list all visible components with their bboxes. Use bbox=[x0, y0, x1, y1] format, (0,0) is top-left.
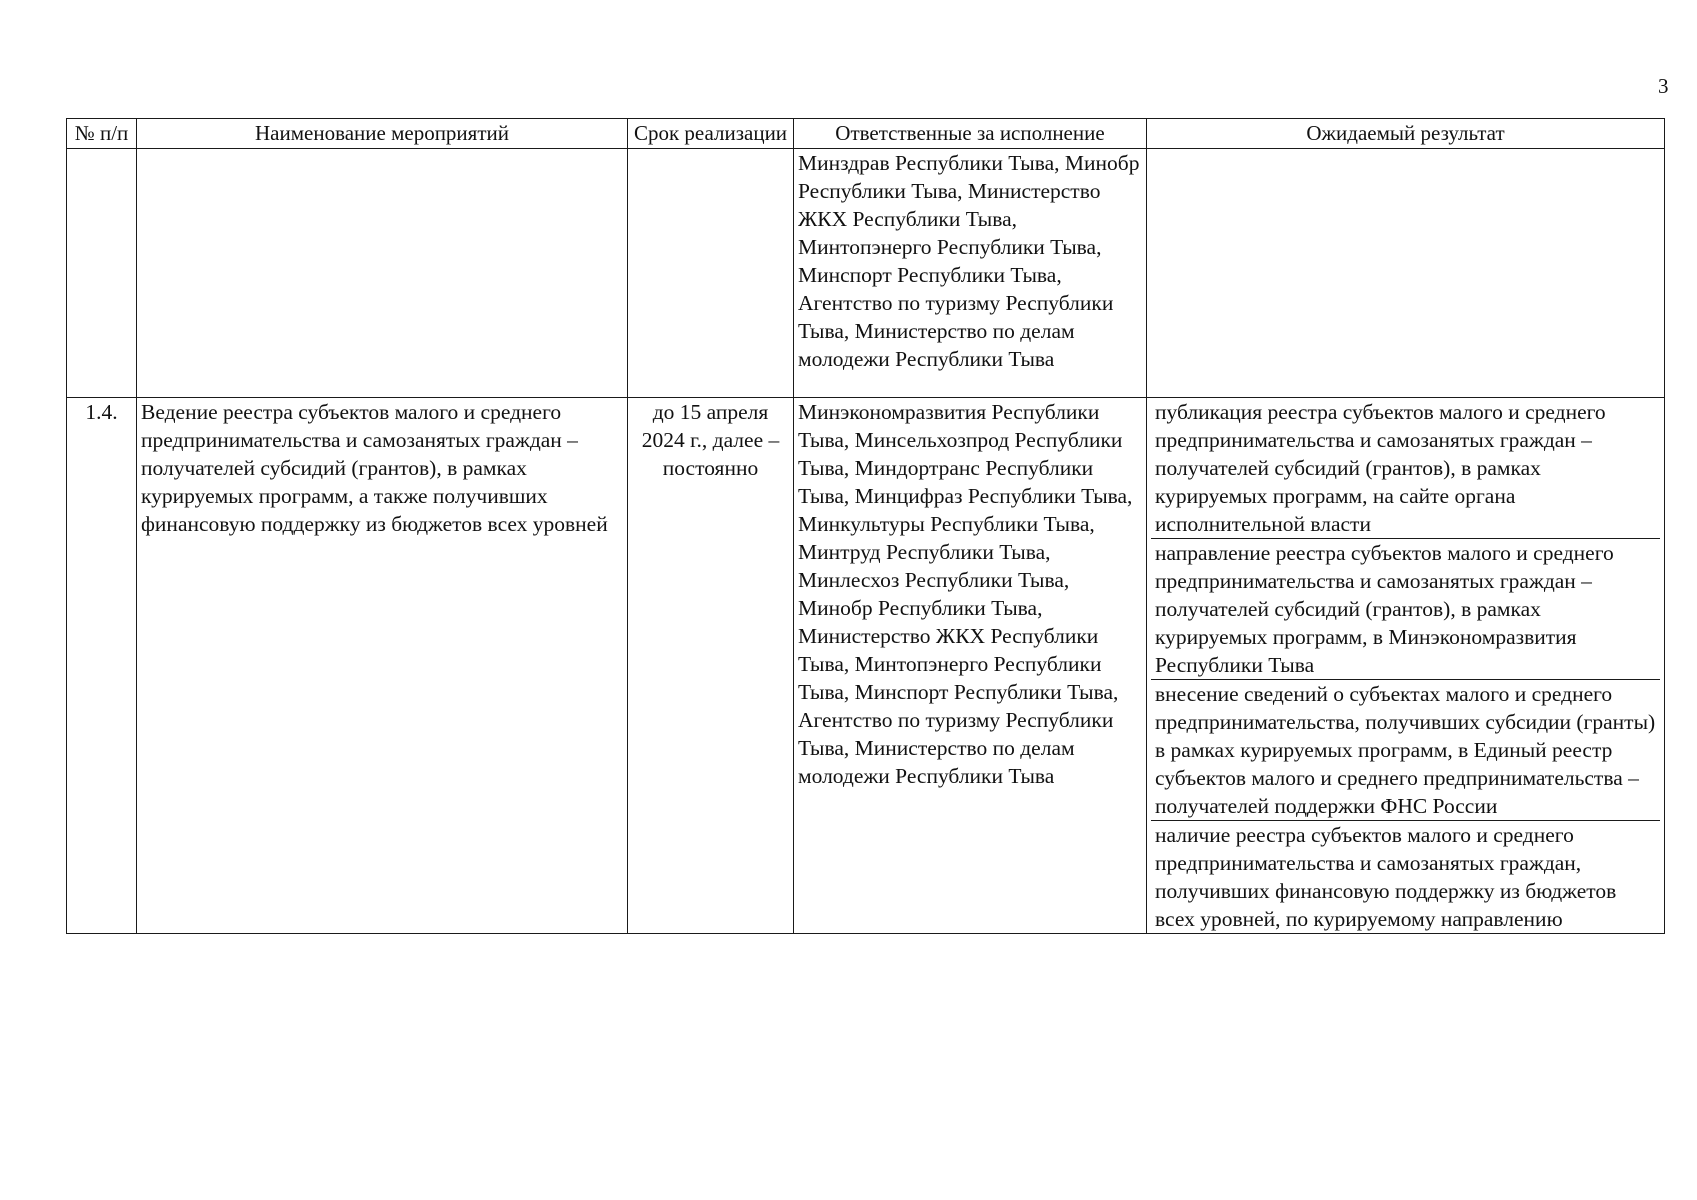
activities-table bbox=[66, 118, 1665, 934]
row-responsible-cell: Минэкономразвития Республики Тыва, Минсельхозпрод Республики Тыва, Миндортранс Республики Тыва, Минцифраз Республики Тыва, Минкультуры Республики Тыва, Минтруд Республики Тыва, Минлесхоз Республики Тыва, Минобр Республики Тыва, Министерство ЖКХ Республики Тыва, Минтопэнерго Республики Тыва, Минспорт Республики Тыва, Агентство по туризму Республики Тыва, Министерство по делам молодежи Республики Тыва bbox=[794, 398, 1147, 934]
header-responsible: Ответственные за исполнение bbox=[794, 119, 1147, 149]
result-item: наличие реестра субъектов малого и среднего предпринимательства и самозанятых граждан, получивших финансовую поддержку из бюджетов всех уровней, по курируемому направлению bbox=[1155, 823, 1617, 931]
page-number: 3 bbox=[1658, 74, 1669, 98]
continued-row-responsible-cell: Минздрав Республики Тыва, Минобр Республики Тыва, Министерство ЖКХ Республики Тыва, Минтопэнерго Республики Тыва, Минспорт Республики Тыва, Агентство по туризму Республики Тыва, Министерство по делам молодежи Республики Тыва bbox=[794, 149, 1147, 398]
header-num: № п/п bbox=[67, 119, 137, 149]
result-item: публикация реестра субъектов малого и среднего предпринимательства и самозанятых граждан – получателей субсидий (грантов), в рамках курируемых программ, на сайте органа исполнительной власти bbox=[1151, 398, 1660, 539]
continued-row-num-cell bbox=[67, 149, 137, 398]
header-result: Ожидаемый результат bbox=[1147, 119, 1665, 149]
result-item: направление реестра субъектов малого и среднего предпринимательства и самозанятых граждан – получателей субсидий (грантов), в рамках курируемых программ, в Минэкономразвития Республики Тыва bbox=[1151, 539, 1660, 680]
table-row bbox=[67, 398, 1665, 934]
row-results-cell bbox=[1147, 398, 1665, 934]
continued-row-name-cell bbox=[137, 149, 628, 398]
continued-row-result-cell bbox=[1147, 149, 1665, 398]
header-name: Наименование мероприятий bbox=[137, 119, 628, 149]
row-name-cell: Ведение реестра субъектов малого и среднего предпринимательства и самозанятых граждан – получателей субсидий (грантов), в рамках курируемых программ, а также получивших финансовую поддержку из бюджетов всех уровней bbox=[137, 398, 628, 934]
header-term: Срок реализации bbox=[628, 119, 794, 149]
row-num-cell: 1.4. bbox=[67, 398, 137, 934]
row-term-cell: до 15 апреля 2024 г., далее – постоянно bbox=[628, 398, 794, 934]
table-row bbox=[67, 149, 1665, 398]
results-list bbox=[1151, 398, 1660, 933]
table-header-row bbox=[67, 119, 1665, 149]
result-item: внесение сведений о субъектах малого и среднего предпринимательства, получивших субсидии (гранты) в рамках курируемых программ, в Единый реестр субъектов малого и среднего предпринимательства – получателей поддержки ФНС России bbox=[1151, 680, 1660, 821]
continued-row-term-cell bbox=[628, 149, 794, 398]
